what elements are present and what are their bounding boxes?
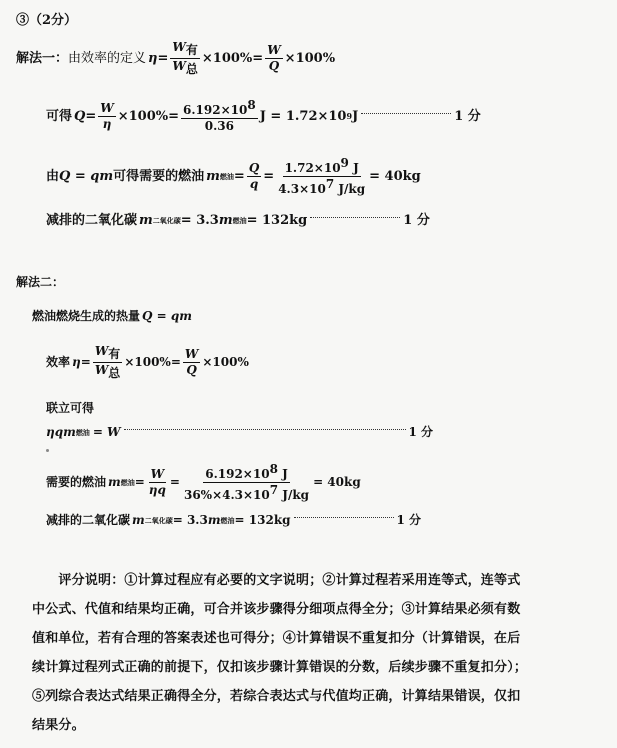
method1-definition: 解法一： 由效率的定义 η = $\frac{\text{W有}}{\text{W总}}$ ×100% = $\frac{W}{Q}$ ×100% — [16, 39, 336, 76]
method1-title: 解法一： — [16, 50, 69, 66]
dotted-leader — [361, 113, 451, 114]
method1-co2-calc: 减排的二氧化碳 m 二氧化碳 = 3.3 m 燃油 = 132kg 1 分 — [46, 213, 430, 228]
method2-efficiency: 效率 η = $\frac{\text{W有}}{\text{W总}}$ ×100% = $\frac{W}{Q}$ ×100% — [46, 343, 249, 380]
fraction-w-you-w-zong: $\frac{\text{W有}}{\text{W总}}$ — [172, 39, 198, 76]
method2-heat: 燃油燃烧生成的热量 Q = qm — [32, 309, 192, 323]
method2-fuel-calc: 需要的燃油 m 燃油 = $\frac{W}{\eta q}$ = $\frac{6.192\times 108 J}{36\%\times 4.3\times 107 J/kg}$ = 40kg — [46, 461, 361, 502]
fraction-w-q: $\frac{W}{Q}$ — [267, 42, 281, 73]
method1-heat-calc: 可得 Q = $\frac{W}{\eta}$ ×100% = $\frac{6.192\times 108}{0.36}$ J = 1.72×10 9 J 1 分 — [46, 98, 481, 133]
question-label: ③（2分） — [16, 13, 78, 28]
score-mark: 1 分 — [408, 425, 434, 439]
stray-mark — [46, 449, 49, 452]
score-mark: 1 分 — [403, 213, 430, 228]
dotted-leader — [310, 217, 400, 218]
method1-fuel-calc: 由 Q = qm 可得需要的燃油 m 燃油 = $\frac{Q}{q}$ = $\frac{1.72\times 109 J}{4.3\times 107 J/kg}$ = 40kg — [46, 155, 421, 196]
method2-eq-row: ηqm 燃油 = W 1 分 — [46, 425, 434, 439]
score-mark: 1 分 — [454, 108, 481, 124]
scoring-notes: 评分说明：①计算过程应有必要的文字说明；②计算过程若采用连等式，连等式 中公式、代值和结果均正确，可合并该步骤得分细项点得全分；③计算结果必须有数 值和单位，若有合理的答案表述也可得分；④计算错误不重复扣分（计算错误，在后 续计算过程列式正确的前提下，仅扣该步骤计算错误的分数，后续步骤不重复扣分）； ⑤列综合表达式结果正确得全分，若综合表达式与代值均正确，计算结果错误，仅扣 结果分。 — [32, 573, 528, 733]
method2-co2-calc: 减排的二氧化碳 m 二氧化碳 = 3.3 m 燃油 = 132kg 1 分 — [46, 513, 422, 527]
dotted-leader — [294, 517, 394, 518]
score-mark: 1 分 — [396, 513, 422, 527]
dotted-leader — [124, 429, 406, 430]
method2-combine: 联立可得 — [46, 401, 95, 415]
method2-title: 解法二： — [16, 275, 65, 289]
